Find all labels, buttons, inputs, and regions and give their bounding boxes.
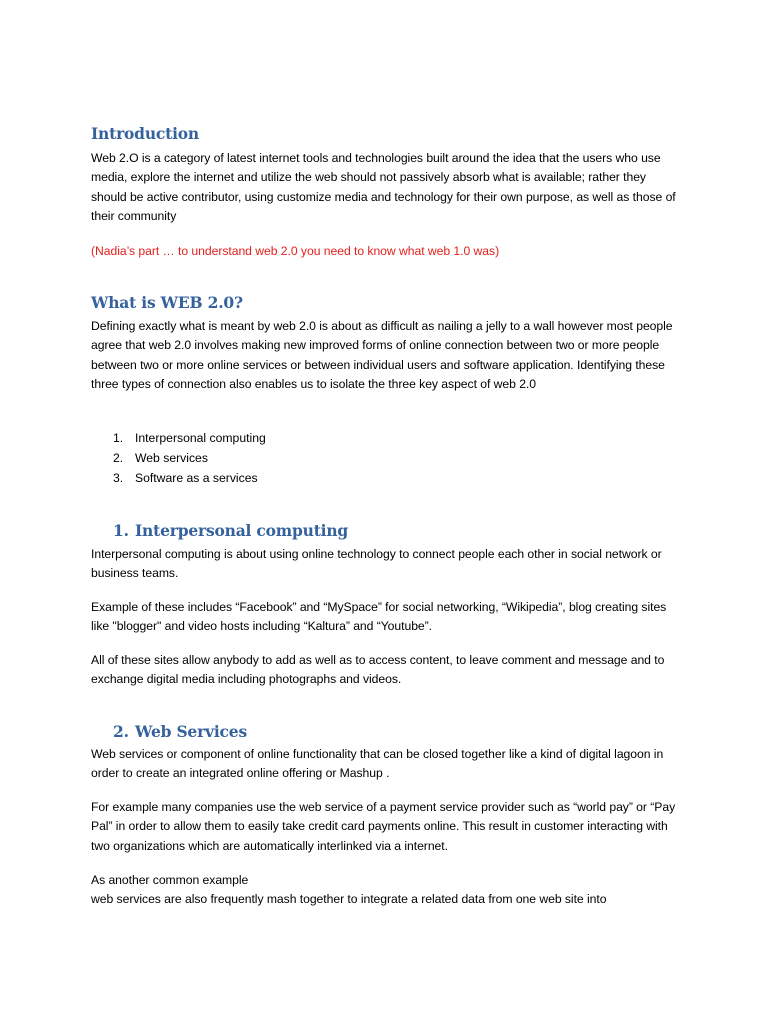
list-text: Software as a services [135,471,258,485]
web-services-heading [113,722,247,742]
web-services-paragraph-1: Web services or component of online functionality that can be closed together like a kind of digital lagoon in order to create an integrated online offering or Mashup . [91,747,664,781]
list-number: 3. [113,471,124,485]
interpersonal-paragraph-2: Example of these includes “Facebook” and “MySpace” for social networking, “Wikipedia”, blog creating sites like "blogger" and video hosts including “Kaltura” and “Youtube”. [91,600,667,634]
heading-text: Interpersonal computing [135,521,349,540]
what-is-paragraph: Defining exactly what is meant by web 2.0 is about as difficult as nailing a jelly to a wall however most people agree that web 2.0 involves making new improved forms of online connection between two or more people between two or more online services or between individual users and software application. Identifying these three types of connection also enables us to isolate the three key aspect of web 2.0 [91,319,673,392]
heading-text: Web Services [135,722,247,741]
list-number: 2. [113,451,124,465]
web-services-paragraph-3-line-1: As another common example [91,873,249,887]
heading-number: 1. [113,521,129,540]
list-text: Web services [135,451,208,465]
interpersonal-paragraph-3: All of these sites allow anybody to add as well as to access content, to leave comment and message and to exchange digital media including photographs and videos. [91,653,665,687]
connection-types-list [113,428,266,488]
list-text: Interpersonal computing [135,431,266,445]
list-item [113,468,266,488]
list-item [113,428,266,448]
heading-number: 2. [113,722,129,741]
interpersonal-paragraph-1: Interpersonal computing is about using online technology to connect people each other in social network or business teams. [91,547,662,581]
list-number: 1. [113,431,124,445]
intro-note: (Nadia’s part … to understand web 2.0 you need to know what web 1.0 was) [91,244,500,258]
interpersonal-heading [113,521,348,541]
web-services-paragraph-3-line-2: web services are also frequently mash together to integrate a related data from one web site into [91,892,607,906]
what-is-heading: What is WEB 2.0? [91,293,243,312]
list-item [113,448,266,468]
intro-paragraph: Web 2.O is a category of latest internet tools and technologies built around the idea that the users who use media, explore the internet and utilize the web should not passively absorb what is available; rather they should be active contributor, using customize media and technology for their own purpose, as well as those of their community [91,151,676,224]
web-services-paragraph-2: For example many companies use the web service of a payment service provider such as “world pay” or “Pay Pal” in order to allow them to easily take credit card payments online. This result in customer interacting with two organizations which are automatically interlinked via a internet. [91,800,676,853]
intro-heading: Introduction [91,124,199,143]
